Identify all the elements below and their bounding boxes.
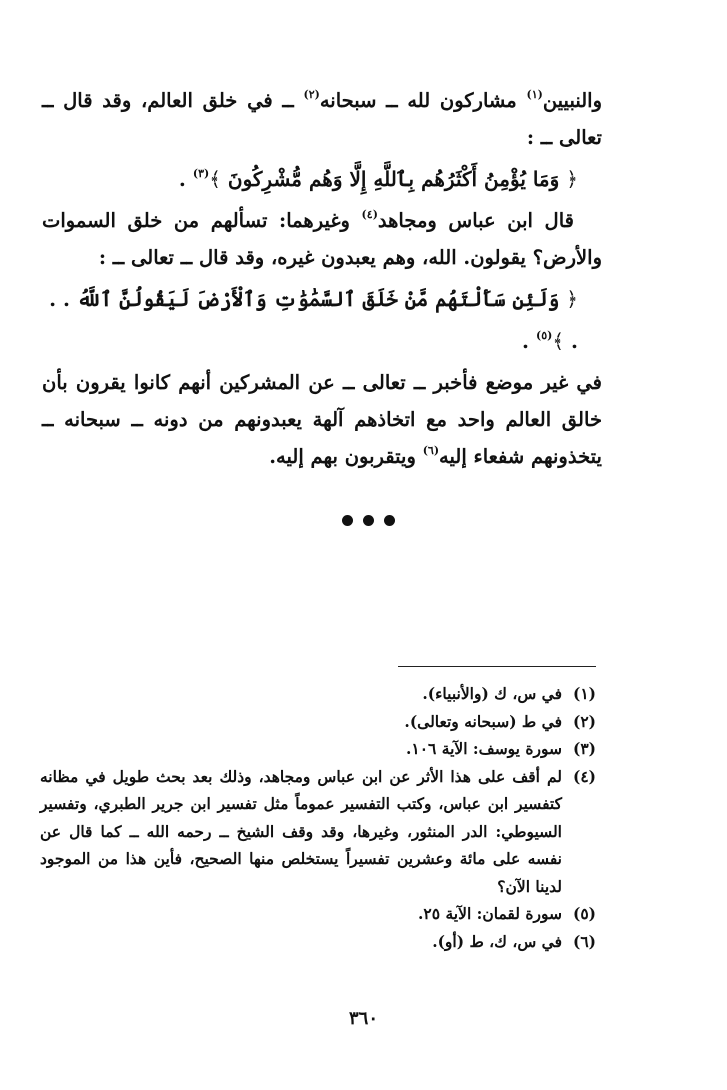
text-run: في غير موضع فأخبر ــ تعالى ــ عن المشركين أنهم كانوا يقرون بأن خالق العالم واحد مع اتخاذهم آلهة يعبدونهم من دونه ــ سبحانه ــ يتخذونهم شفعاء إليه [42,371,602,468]
footnote-text: في ط (سبحانه وتعالى). [404,711,562,731]
footnote-4 [40,763,596,901]
footnote-number: (٣) [572,739,596,758]
verse-bracket-close: ﴾ [552,329,565,353]
footnote-1 [40,680,596,708]
main-text [42,82,602,475]
footnote-number: (٤) [572,766,596,786]
footnote-ref-6: (٦) [422,444,440,457]
footnote-text: لم أقف على هذا الأثر عن ابن عباس ومجاهد، وذلك بعد بحث طويل في مظانه كتفسير ابن عباس، وكتب التفسير عموماً مثل تفسير ابن جرير الطبري، وتفسير السيوطي: الدر المنثور، وغيرها، وقد وقف الشيخ ــ رحمه الله ــ كما قال عن نفسه على مائة وعشرين تفسيراً يستخلص منها الصحيح، فأين هذا من الموجود لدينا الآن؟ [40,766,562,896]
text-run: قال ابن عباس ومجاهد [377,209,574,232]
footnote-text: في س، ك، ط (أو). [432,931,562,951]
footnotes [40,680,596,955]
text-run: مشاركون لله ــ سبحانه [319,89,527,112]
text-run: والنبيين [542,89,602,112]
footnote-3 [40,735,596,763]
text-run: ويتقربون بهم إليه. [269,445,423,468]
footnote-ref-1: (١) [526,88,543,101]
footnote-number: (٢) [572,711,596,731]
footnote-ref-5: (٥) [535,329,553,342]
text-run: ــ في خلق العالم، وقد قال ــ تعالى ــ : [42,89,602,149]
footnote-text: في س، ك (والأنبياء). [422,684,562,703]
separator-dot [363,515,374,526]
verse-bracket-open: ﴿ [566,287,578,311]
section-separator [0,508,727,532]
verse-bracket-close: ﴾ [209,167,221,191]
footnote-ref-3: (٣) [192,167,210,180]
separator-dot [384,515,395,526]
verse-text: وَلَئِن سَأَلْتَهُم مَّنْ خَلَقَ ٱلسَّمَٰوَٰتِ وَٱلْأَرْضَ لَيَقُولُنَّ ٱللَّهُ . . . [49,287,578,353]
paragraph-1 [42,82,602,156]
quran-verse-2: ﴿ وَلَئِن سَأَلْتَهُم مَّنْ خَلَقَ ٱلسَّمَٰوَٰتِ وَٱلْأَرْضَ لَيَقُولُنَّ ٱللَّهُ . . . ﴾$^{(٥)}$ . [49,287,578,353]
text-run: وغيرهما: تسألهم من خلق السموات والأرض؟ يقولون. الله، وهم يعبدون غيره، وقد قال ــ تعالى ــ : [42,209,602,269]
footnote-text: سورة لقمان: الآية ٢٥. [418,904,562,923]
separator-dot [342,515,353,526]
quran-verse-1: ﴿ وَمَا يُؤْمِنُ أَكْثَرُهُم بِٱللَّهِ إِلَّا وَهُم مُّشْرِكُونَ ﴾$^{(٣)}$ . [178,167,578,191]
paragraph-3 [42,364,602,475]
paragraph-2 [42,202,602,276]
footnote-ref-2: (٢) [303,88,320,101]
footnote-number: (٥) [572,904,596,923]
footnote-number: (٦) [572,931,596,951]
footnote-5 [40,900,596,928]
verse-bracket-open: ﴿ [566,167,578,191]
page-number: ٣٦٠ [348,1008,378,1029]
footnote-ref-4: (٤) [361,208,378,221]
footnote-6 [40,928,596,956]
footnote-text: سورة يوسف: الآية ١٠٦. [405,739,562,758]
verse-text: وَمَا يُؤْمِنُ أَكْثَرُهُم بِٱللَّهِ إِلَّا وَهُم مُّشْرِكُونَ [227,167,560,191]
footnote-divider [398,666,596,667]
footnote-number: (١) [572,684,596,703]
footnote-2 [40,708,596,736]
